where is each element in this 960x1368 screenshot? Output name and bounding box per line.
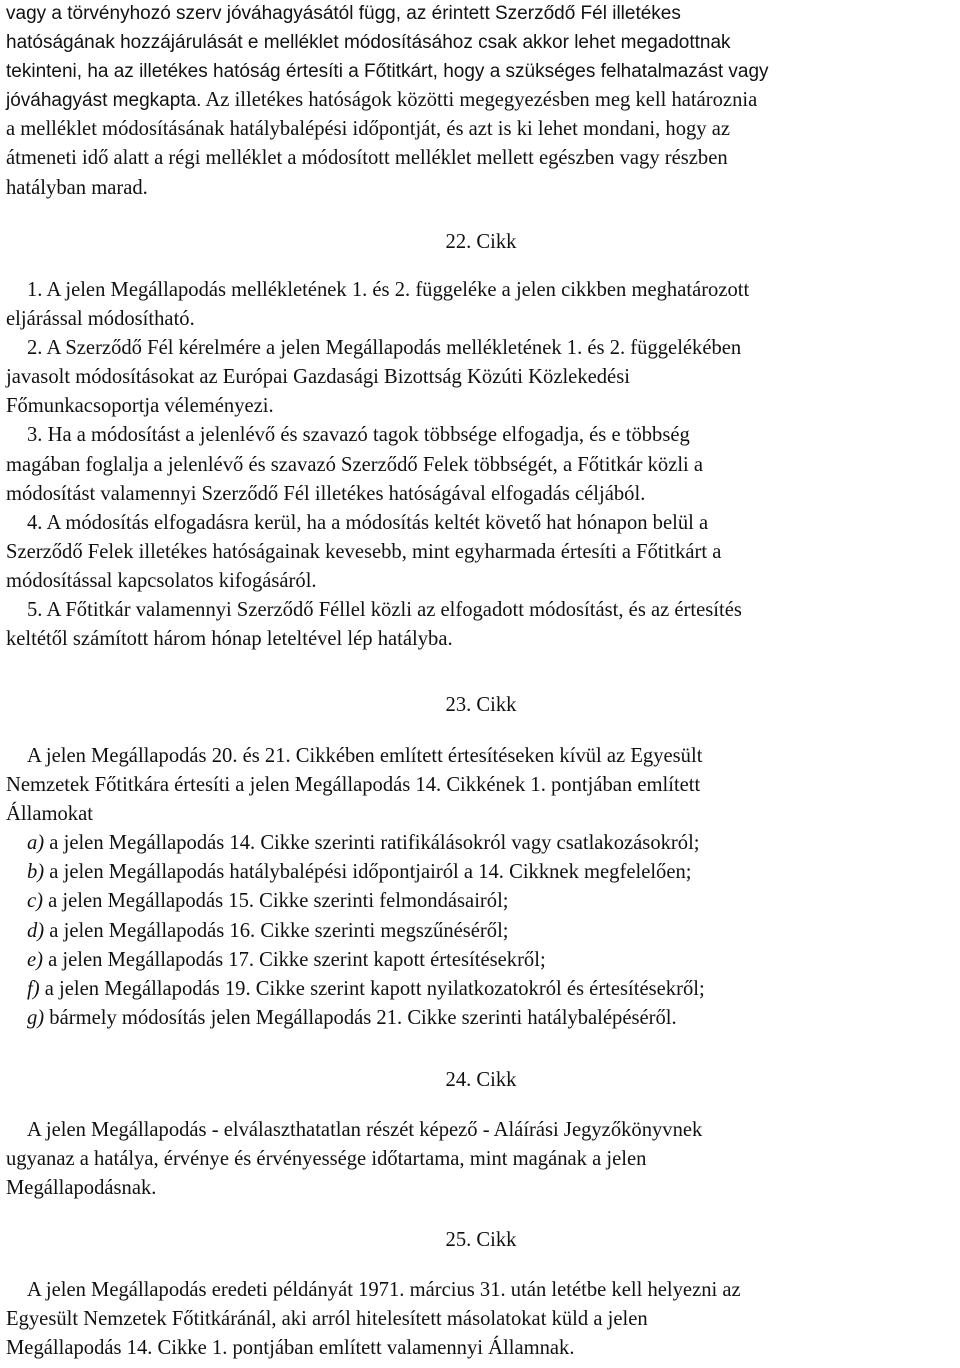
art25-line-3: Megállapodás 14. Cikke 1. pontjában említett valamennyi Államnak. xyxy=(6,1337,575,1360)
list-item xyxy=(6,858,705,887)
list-item xyxy=(6,917,705,946)
article-24-heading: 24. Cikk xyxy=(445,1069,517,1091)
list-item xyxy=(6,887,705,916)
list-item-letter: b) xyxy=(27,861,45,884)
carryover-line-4b: Az illetékes hatóságok közötti megegyezésben meg kell határoznia xyxy=(201,89,758,112)
art23-intro-line-1: A jelen Megállapodás 20. és 21. Cikkében említett értesítéseken kívül az Egyesült xyxy=(27,745,703,767)
article-23-heading: 23. Cikk xyxy=(445,694,517,716)
carryover-paragraph xyxy=(6,0,769,203)
art22-p3-line-2: magában foglalja a jelenlévő és szavazó Szerződő Felek többségét, a Főtitkár közli a xyxy=(6,453,704,476)
art22-p4-line-3: módosítással kapcsolatos kifogásáról. xyxy=(6,569,317,592)
art22-p4-line-2: Szerződő Felek illetékes hatóságainak kevesebb, mint egyharmada értesíti a Főtitkárt a xyxy=(6,540,722,563)
art22-p2-line-1: 2. A Szerződő Fél kérelmére a jelen Megállapodás mellékletének 1. és 2. függelékében xyxy=(27,337,742,360)
art22-p2-line-3: Főmunkacsoportja véleményezi. xyxy=(6,395,274,418)
art22-p1-line-2: eljárással módosítható. xyxy=(6,308,195,331)
article-23-body xyxy=(6,742,705,1033)
carryover-line-2: hatóságának hozzájárulását e melléklet módosításához csak akkor lehet megadottnak xyxy=(6,32,731,54)
carryover-line-7: hatályban marad. xyxy=(6,176,148,199)
list-item-text: a jelen Megállapodás 19. Cikke szerint kapott nyilatkozatokról és értesítésekről; xyxy=(39,977,705,1000)
art25-line-2: Egyesült Nemzetek Főtitkáránál, aki arról hitelesített másolatokat küld a jelen xyxy=(6,1308,648,1331)
art24-line-1: A jelen Megállapodás - elválaszthatatlan részét képező - Aláírási Jegyzőkönyvnek xyxy=(27,1119,703,1141)
art23-intro-line-2: Nemzetek Főtitkára értesíti a jelen Megállapodás 14. Cikkének 1. pontjában említett xyxy=(6,774,701,797)
carryover-line-4a: jóváhagyást megkapta. xyxy=(6,90,202,112)
carryover-line-4 xyxy=(6,86,769,115)
list-item-letter: e) xyxy=(27,948,43,971)
article-22-body xyxy=(6,276,749,654)
list-item-letter: d) xyxy=(27,919,45,942)
article-25-heading: 25. Cikk xyxy=(445,1229,517,1251)
list-item-text: a jelen Megállapodás 16. Cikke szerinti megszűnéséről; xyxy=(44,919,509,942)
list-item xyxy=(6,829,705,858)
list-item-letter: g) xyxy=(27,1006,45,1029)
list-item xyxy=(6,1004,705,1033)
list-item-text: a jelen Megállapodás 17. Cikke szerint kapott értesítésekről; xyxy=(43,948,546,971)
list-item-text: a jelen Megállapodás 15. Cikke szerinti felmondásairól; xyxy=(43,890,509,913)
art24-line-3: Megállapodásnak. xyxy=(6,1177,157,1200)
article-22-heading: 22. Cikk xyxy=(445,231,517,253)
list-item xyxy=(6,946,705,975)
art22-p5-line-2: keltétől számított három hónap leteltével lép hatályba. xyxy=(6,628,453,651)
carryover-line-1: vagy a törvényhozó szerv jóváhagyásától függ, az érintett Szerződő Fél illetékes xyxy=(6,3,681,24)
carryover-line-3: tekinteni, ha az illetékes hatóság értesíti a Főtitkárt, hogy a szükséges felhatalmazást vagy xyxy=(6,61,769,83)
list-item-letter: c) xyxy=(27,890,43,913)
art22-p3-line-1: 3. Ha a módosítást a jelenlévő és szavazó tagok többsége elfogadja, és e többség xyxy=(27,424,690,447)
art25-line-1: A jelen Megállapodás eredeti példányát 1971. március 31. után letétbe kell helyezni az xyxy=(27,1279,741,1301)
article-25-body xyxy=(6,1276,741,1363)
art22-p5-line-1: 5. A Főtitkár valamennyi Szerződő Féllel közli az elfogadott módosítást, és az értesítés xyxy=(27,599,742,622)
list-item xyxy=(6,975,705,1004)
list-item-letter: f) xyxy=(27,977,40,1000)
list-item-text: a jelen Megállapodás 14. Cikke szerinti ratifikálásokról vagy csatlakozásokról; xyxy=(44,832,700,855)
art23-list xyxy=(6,829,705,1033)
art24-line-2: ugyanaz a hatálya, érvénye és érvényessége időtartama, mint magának a jelen xyxy=(6,1148,647,1171)
art22-p2-line-2: javasolt módosításokat az Európai Gazdasági Bizottság Közúti Közlekedési xyxy=(6,366,630,389)
list-item-text: a jelen Megállapodás hatálybalépési időpontjairól a 14. Cikknek megfelelően; xyxy=(44,861,692,884)
list-item-text: bármely módosítás jelen Megállapodás 21. Cikke szerinti hatálybalépéséről. xyxy=(44,1006,677,1029)
list-item-letter: a) xyxy=(27,832,45,855)
carryover-line-5: a melléklet módosításának hatálybalépési időpontját, és azt is ki lehet mondani, hogy az xyxy=(6,118,731,141)
carryover-line-6: átmeneti idő alatt a régi melléklet a módosított melléklet mellett egészben vagy részben xyxy=(6,147,728,170)
art23-intro-line-3: Államokat xyxy=(6,803,93,826)
article-24-body xyxy=(6,1116,702,1203)
art22-p4-line-1: 4. A módosítás elfogadásra kerül, ha a módosítás keltét követő hat hónapon belül a xyxy=(27,511,709,534)
art22-p1-line-1: 1. A jelen Megállapodás mellékletének 1. és 2. függeléke a jelen cikkben meghatározott xyxy=(27,279,750,301)
art22-p3-line-3: módosítást valamennyi Szerződő Fél illetékes hatóságával elfogadás céljából. xyxy=(6,482,646,505)
